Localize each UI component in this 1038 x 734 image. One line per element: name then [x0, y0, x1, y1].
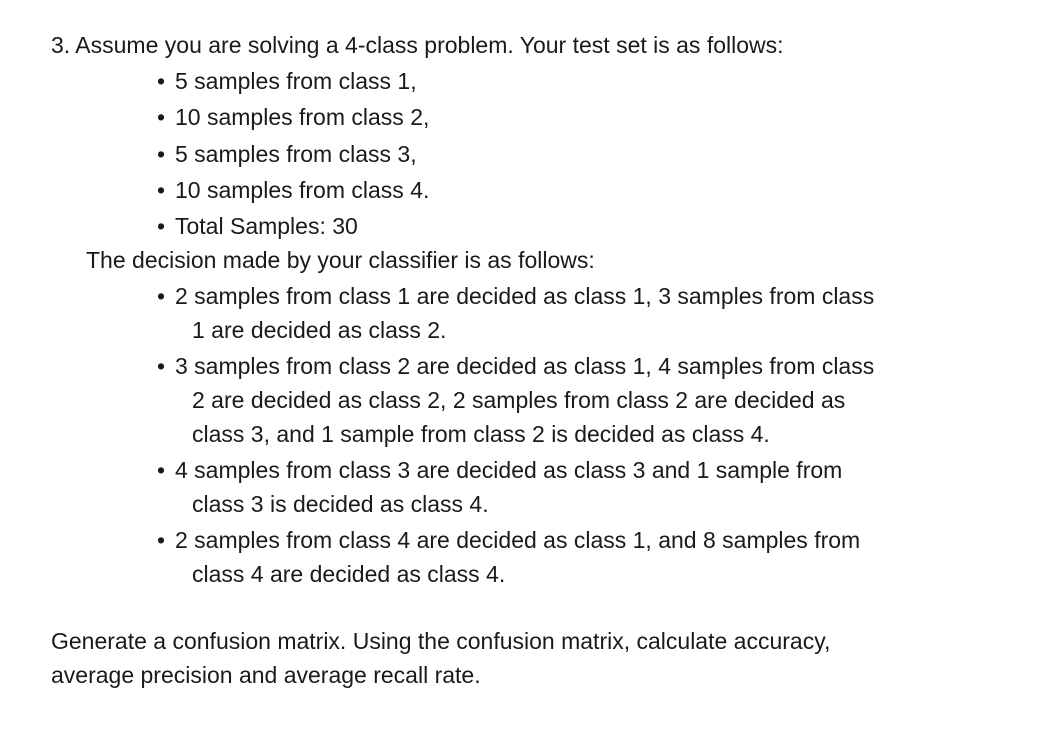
test-set-item: • Total Samples: 30 [157, 209, 358, 243]
decision-item: • 2 samples from class 1 are decided as class 1, 3 samples from class [157, 279, 874, 313]
test-set-item: • 5 samples from class 3, [157, 137, 417, 171]
bullet-icon: • [157, 68, 166, 94]
question-title: 3. Assume you are solving a 4-class problem. Your test set is as follows: [51, 32, 784, 58]
bullet-icon: • [157, 353, 166, 379]
decision-item: • 4 samples from class 3 are decided as class 3 and 1 sample from [157, 453, 842, 487]
decision-item-continuation: 2 are decided as class 2, 2 samples from class 2 are decided as [192, 387, 846, 413]
task-text: average precision and average recall rate. [51, 662, 481, 688]
task-text: Generate a confusion matrix. Using the confusion matrix, calculate accuracy, [51, 628, 831, 654]
test-set-item: • 5 samples from class 1, [157, 64, 417, 98]
bullet-icon: • [157, 457, 166, 483]
bullet-icon: • [157, 177, 166, 203]
decision-item-continuation: class 4 are decided as class 4. [192, 561, 506, 587]
decision-item-continuation: class 3, and 1 sample from class 2 is decided as class 4. [192, 421, 770, 447]
test-set-item: • 10 samples from class 4. [157, 173, 429, 207]
decision-item: • 2 samples from class 4 are decided as class 1, and 8 samples from [157, 523, 860, 557]
test-set-item: • 10 samples from class 2, [157, 100, 429, 134]
bullet-icon: • [157, 141, 166, 167]
decision-intro: The decision made by your classifier is as follows: [86, 247, 595, 273]
decision-item-continuation: class 3 is decided as class 4. [192, 491, 489, 517]
decision-item-continuation: 1 are decided as class 2. [192, 317, 447, 343]
bullet-icon: • [157, 283, 166, 309]
decision-item: • 3 samples from class 2 are decided as class 1, 4 samples from class [157, 349, 874, 383]
bullet-icon: • [157, 213, 166, 239]
bullet-icon: • [157, 104, 166, 130]
bullet-icon: • [157, 527, 166, 553]
